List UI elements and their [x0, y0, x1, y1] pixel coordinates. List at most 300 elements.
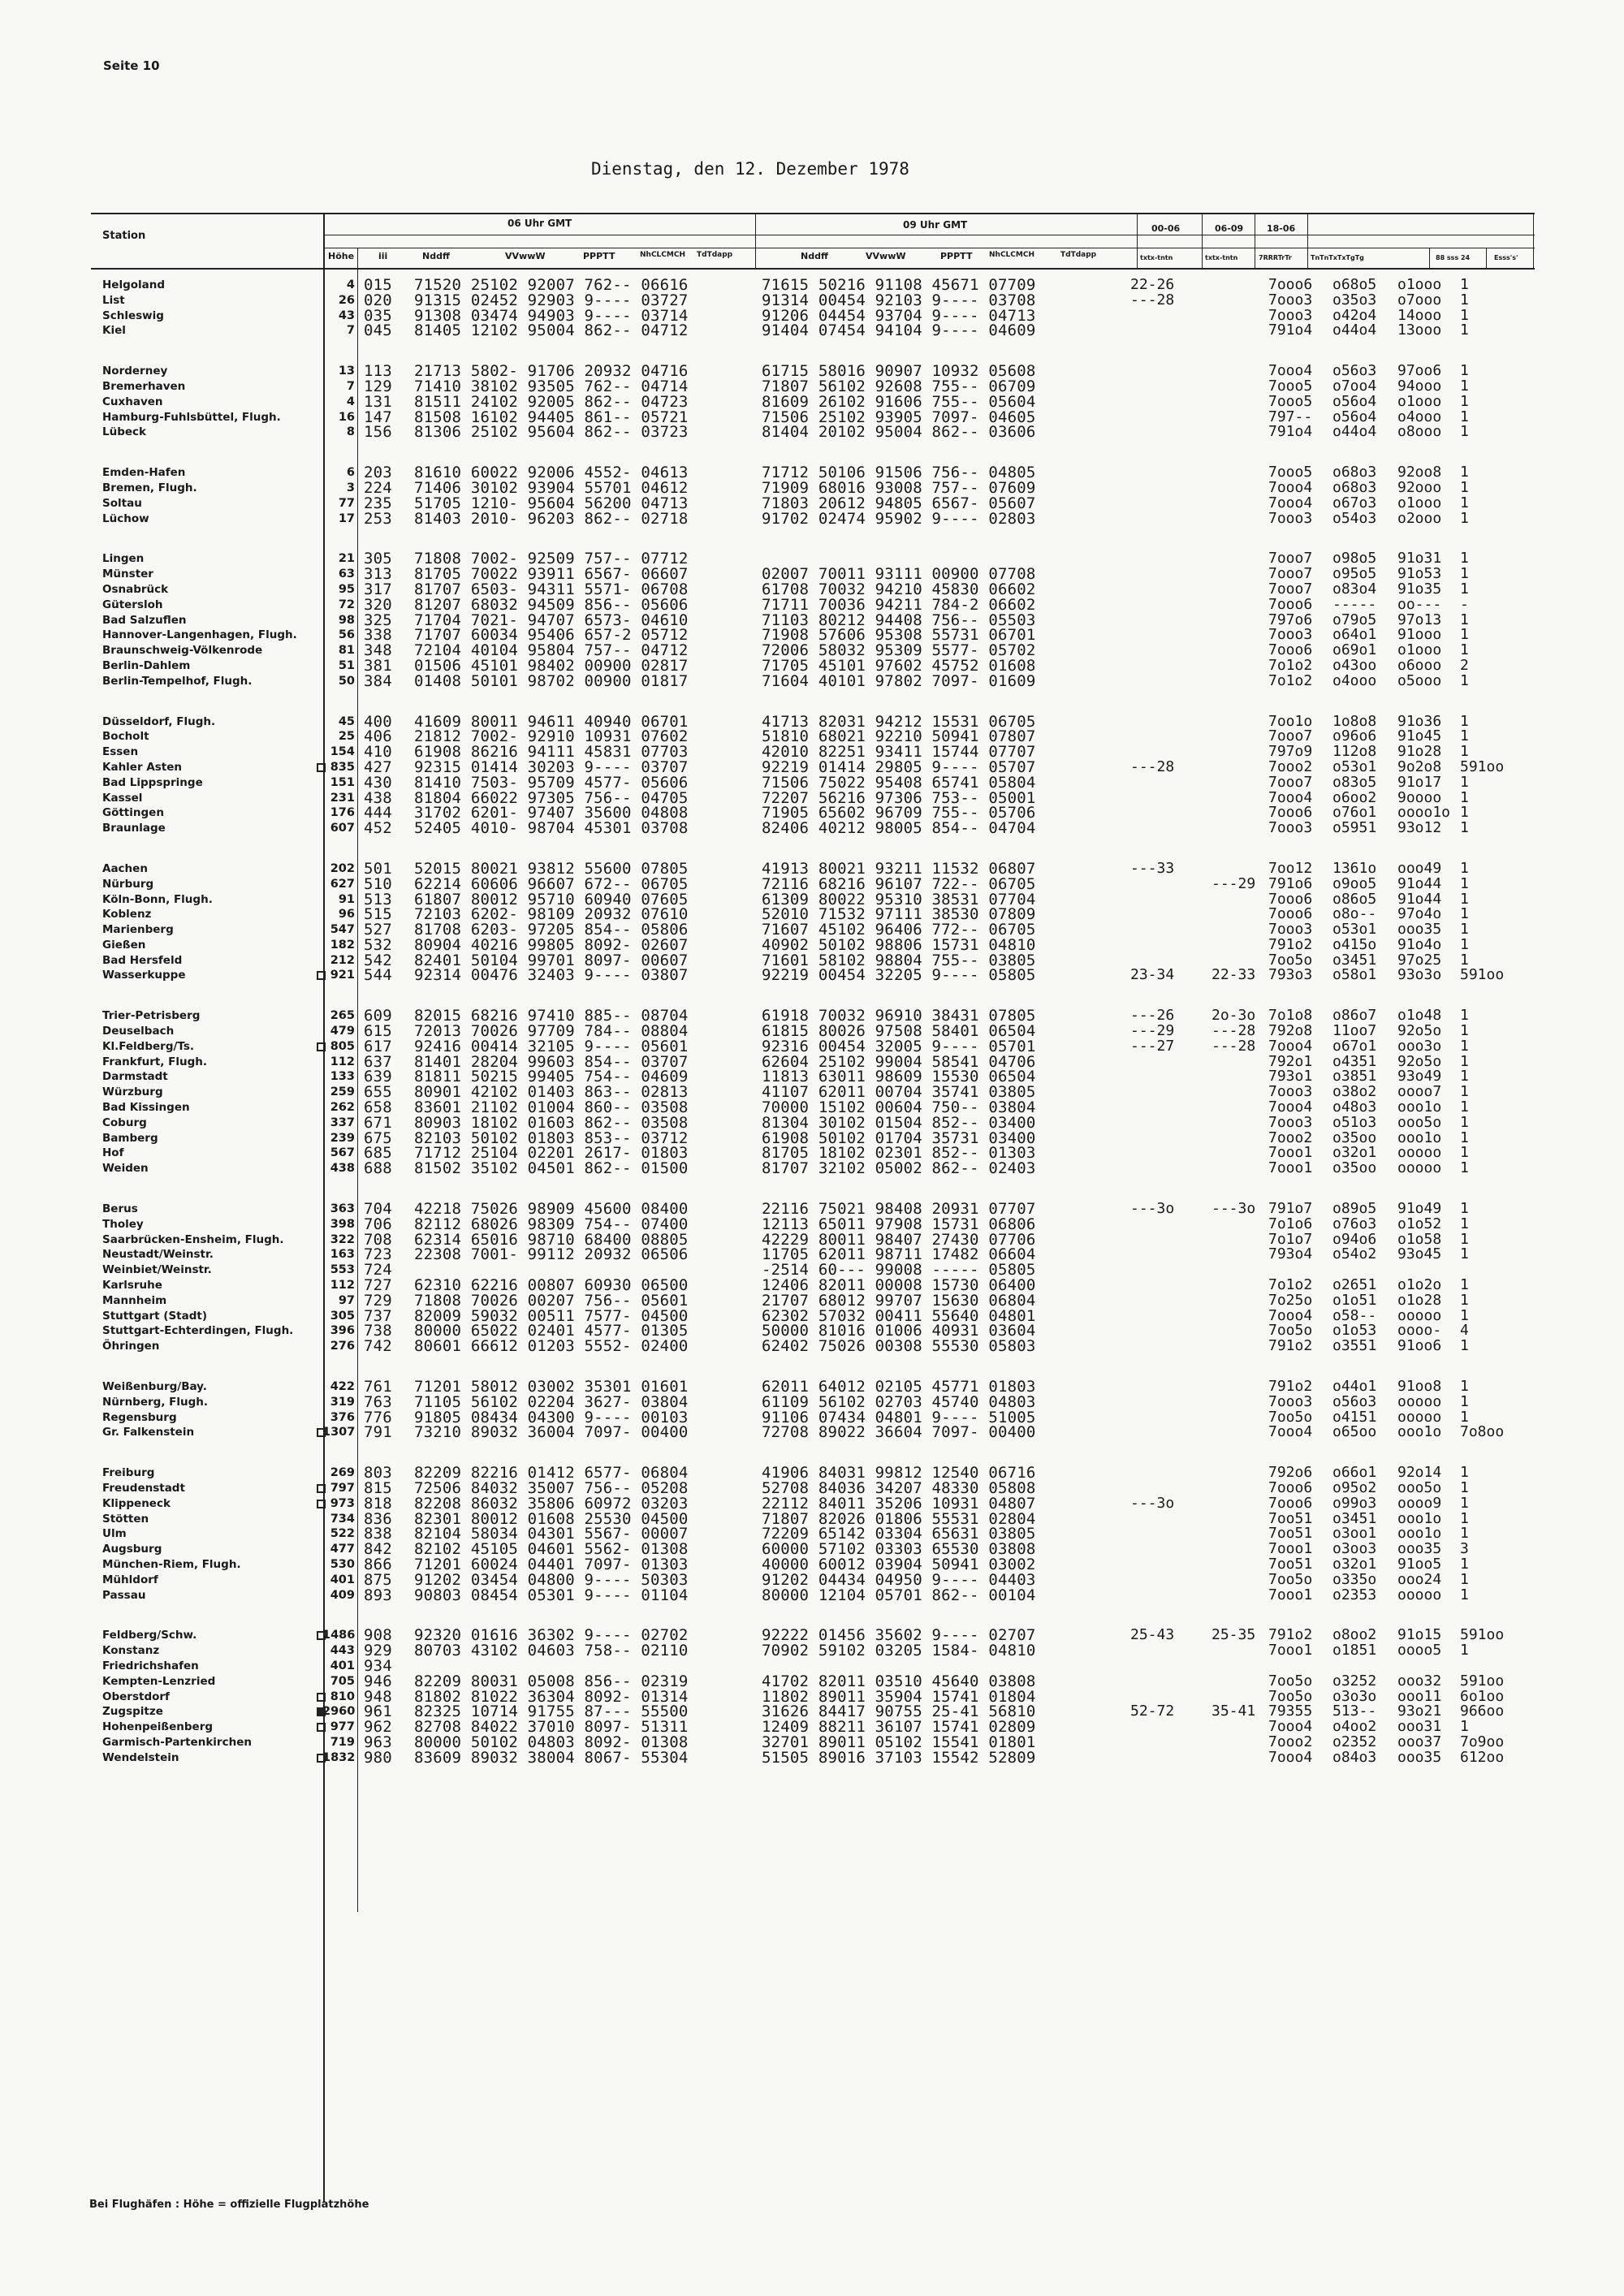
code-sun: o5ooo — [1397, 671, 1442, 689]
iii: 688 — [364, 1159, 392, 1178]
obs-06: 71808 70026 00207 756-- 05601 — [414, 1291, 689, 1310]
station-row — [91, 1735, 1585, 1750]
station-row — [91, 775, 1585, 791]
code-18-06: 7oo51 — [1268, 1555, 1313, 1573]
obs-06: 81508 16102 94405 861-- 05721 — [414, 408, 689, 426]
code-e: 1 — [1460, 935, 1469, 953]
obs-09: 71607 45102 96406 772-- 06705 — [762, 921, 1036, 939]
code-sun: oooo9 — [1397, 1494, 1442, 1512]
code-tmax: o94o6 — [1332, 1230, 1377, 1248]
obs-09: 71604 40101 97802 7097- 01609 — [762, 671, 1036, 690]
obs-06: 73210 89032 36004 7097- 00400 — [414, 1423, 689, 1442]
station-name: Darmstadt — [102, 1070, 168, 1084]
obs-09: 71506 25102 93905 7097- 04605 — [762, 408, 1036, 426]
code-tmax: o6oo2 — [1332, 788, 1377, 806]
code-18-06: 7ooo4 — [1268, 362, 1313, 380]
height: 45 — [338, 714, 355, 728]
height: 154 — [330, 745, 355, 759]
height: 977 — [330, 1720, 355, 1734]
code-18-06: 7ooo4 — [1268, 494, 1313, 511]
iii: 609 — [364, 1007, 392, 1025]
station-name: Lingen — [102, 552, 145, 566]
iii: 501 — [364, 859, 392, 878]
obs-09: 92222 01456 35602 9---- 02707 — [762, 1626, 1036, 1645]
station-table — [91, 278, 1585, 1791]
code-18-06: 7ooo6 — [1268, 1494, 1313, 1512]
code-e: 1 — [1460, 1098, 1469, 1116]
code-18-06: 7o1o6 — [1268, 1215, 1313, 1232]
header-top-rule — [91, 213, 1535, 214]
code-tmax: o3oo1 — [1332, 1525, 1377, 1543]
height: 1832 — [322, 1750, 356, 1764]
code-e: 1 — [1460, 1200, 1469, 1218]
height: 835 — [330, 760, 355, 774]
code-18-06: 7oo5o — [1268, 1322, 1313, 1340]
iii: 348 — [364, 641, 392, 660]
iii: 532 — [364, 935, 392, 954]
obs-06: 90803 08454 05301 9---- 01104 — [414, 1586, 689, 1604]
code-sun: 91o53 — [1397, 565, 1442, 583]
station-name: Würzburg — [102, 1085, 163, 1099]
height: 91 — [338, 892, 355, 906]
period-00-06: ---27 — [1130, 1037, 1175, 1055]
obs-06: 81708 6203- 97205 854-- 05806 — [414, 921, 689, 939]
code-sun: 91o31 — [1397, 550, 1442, 568]
header-height: Höhe — [328, 251, 355, 261]
iii: 803 — [364, 1464, 392, 1482]
iii: 655 — [364, 1083, 392, 1102]
station-row — [91, 1656, 1585, 1675]
code-tmax: o8o-- — [1332, 905, 1377, 923]
height: 2960 — [322, 1705, 356, 1719]
obs-06: 81401 28204 99603 854-- 03707 — [414, 1052, 689, 1071]
period-00-06: ---28 — [1130, 757, 1175, 775]
obs-06: 81410 7503- 95709 4577- 05606 — [414, 773, 689, 792]
code-sun: o1ooo — [1397, 641, 1442, 659]
obs-06: 52405 4010- 98704 45301 03708 — [414, 819, 689, 838]
obs-06: 83601 21102 01004 860-- 03508 — [414, 1098, 689, 1117]
station-name: Gr. Falkenstein — [102, 1426, 195, 1439]
code-sun: ooo35 — [1397, 921, 1442, 939]
station-row — [91, 1161, 1585, 1176]
obs-09: 52708 84036 34207 48330 05808 — [762, 1479, 1036, 1497]
header-nddff-09: Nddff — [801, 251, 828, 261]
obs-06: 71105 56102 02204 3627- 03804 — [414, 1392, 689, 1411]
code-tmax: ----- — [1332, 595, 1377, 613]
code-18-06: 7ooo4 — [1268, 788, 1313, 806]
code-18-06: 792o8 — [1268, 1022, 1313, 1040]
code-e: 1 — [1460, 1408, 1469, 1426]
header-nddff-06: Nddff — [422, 251, 450, 261]
col-tmax-rule — [1429, 248, 1430, 270]
code-sun: ooooo — [1397, 1159, 1442, 1177]
station-row — [91, 1379, 1585, 1395]
station-header: Station — [102, 230, 146, 242]
height: 479 — [330, 1025, 355, 1038]
iii: 637 — [364, 1052, 392, 1071]
station-name: Hof — [102, 1146, 124, 1160]
obs-09: -2514 60--- 99008 ----- 05805 — [762, 1261, 1036, 1280]
code-18-06: 7ooo6 — [1268, 804, 1313, 822]
code-18-06: 791o2 — [1268, 1378, 1313, 1396]
header-e: Esss's' — [1494, 254, 1518, 261]
obs-06: 81502 35102 04501 862-- 01500 — [414, 1159, 689, 1178]
code-sun: oooo5 — [1397, 1642, 1442, 1659]
obs-09: 61109 56102 02703 45740 04803 — [762, 1392, 1036, 1411]
code-sun: 91o4o — [1397, 935, 1442, 953]
obs-06: 21713 5802- 91706 20932 04716 — [414, 362, 689, 381]
obs-06: 82112 68026 98309 754-- 07400 — [414, 1215, 689, 1233]
code-tmax: o79o5 — [1332, 611, 1377, 628]
obs-06: 81707 6503- 94311 5571- 06708 — [414, 580, 689, 598]
station-name: Norderney — [102, 365, 168, 378]
code-sun: 93o21 — [1397, 1703, 1442, 1720]
iii: 866 — [364, 1555, 392, 1573]
header-bottom-rule — [91, 268, 1535, 270]
code-tmax: o84o3 — [1332, 1748, 1377, 1766]
iii: 224 — [364, 478, 392, 497]
code-e: 7o8oo — [1460, 1423, 1505, 1441]
station-name: Regensburg — [102, 1410, 177, 1424]
height: 17 — [338, 511, 355, 525]
obs-09: 72708 89022 36604 7097- 00400 — [762, 1423, 1036, 1442]
station-row — [91, 379, 1585, 395]
height: 810 — [330, 1690, 355, 1703]
obs-06: 71520 25102 92007 762-- 06616 — [414, 276, 689, 294]
iii: 452 — [364, 819, 392, 838]
code-18-06: 7ooo7 — [1268, 773, 1313, 791]
code-sun: ooo35 — [1397, 1540, 1442, 1558]
code-18-06: 7ooo1 — [1268, 1159, 1313, 1177]
obs-06: 81802 81022 36304 8092- 01314 — [414, 1687, 689, 1706]
station-name: Hannover-Langenhagen, Flugh. — [102, 628, 297, 642]
code-sun: 93o3o — [1397, 966, 1442, 984]
obs-09: 12113 65011 97908 15731 06806 — [762, 1215, 1036, 1233]
code-e: 3 — [1460, 1540, 1469, 1558]
code-tmax: o1o51 — [1332, 1291, 1377, 1309]
height: 163 — [330, 1248, 355, 1262]
obs-09: 82406 40212 98005 854-- 04704 — [762, 819, 1036, 838]
code-e: 1 — [1460, 550, 1469, 568]
obs-06: 82209 82216 01412 6577- 06804 — [414, 1464, 689, 1482]
code-18-06: 7ooo5 — [1268, 392, 1313, 410]
code-tmax: o68o3 — [1332, 478, 1377, 496]
iii: 438 — [364, 788, 392, 807]
code-e: 1 — [1460, 611, 1469, 628]
code-tmax: o3451 — [1332, 951, 1377, 969]
iii: 836 — [364, 1509, 392, 1528]
code-18-06: 7oo51 — [1268, 1509, 1313, 1527]
obs-06: 81306 25102 95604 862-- 03723 — [414, 423, 689, 442]
code-tmax: o96o6 — [1332, 727, 1377, 745]
obs-09: 60000 57102 03303 65530 03808 — [762, 1540, 1036, 1559]
station-name: Stuttgart-Echterdingen, Flugh. — [102, 1324, 294, 1338]
code-18-06: 7oo51 — [1268, 1525, 1313, 1543]
code-18-06: 7ooo6 — [1268, 641, 1313, 659]
height: 50 — [338, 674, 355, 688]
code-e: 1 — [1460, 626, 1469, 644]
code-sun: 91o44 — [1397, 890, 1442, 908]
height: 705 — [330, 1674, 355, 1688]
code-e: 1 — [1460, 1291, 1469, 1309]
obs-09: 72116 68216 96107 722-- 06705 — [762, 874, 1036, 893]
code-sun: o1ooo — [1397, 276, 1442, 293]
height: 176 — [330, 806, 355, 820]
station-row — [91, 1557, 1585, 1573]
station-name: Gießen — [102, 938, 146, 952]
station-name: Augsburg — [102, 1543, 162, 1556]
obs-09: 92219 00454 32205 9---- 05805 — [762, 966, 1036, 985]
code-e: 1 — [1460, 951, 1469, 969]
code-18-06: 7o1o2 — [1268, 656, 1313, 674]
obs-09: 71615 50216 91108 45671 07709 — [762, 276, 1036, 294]
station-row — [91, 425, 1585, 440]
code-sun: 92ooo — [1397, 478, 1442, 496]
code-sun: 91o17 — [1397, 773, 1442, 791]
obs-06: 71712 25104 02201 2617- 01803 — [414, 1144, 689, 1163]
code-e: 1 — [1460, 1052, 1469, 1070]
station-name: Tholey — [102, 1217, 144, 1231]
code-sun: 91oo6 — [1397, 1337, 1442, 1355]
height: 212 — [330, 953, 355, 967]
station-name: Emden-Hafen — [102, 466, 186, 480]
obs-06: 81705 70022 93911 6567- 06607 — [414, 565, 689, 584]
iii: 818 — [364, 1494, 392, 1513]
obs-06: 81511 24102 92005 862-- 04723 — [414, 392, 689, 411]
obs-09: 72207 56216 97306 753-- 05001 — [762, 788, 1036, 807]
iii: 946 — [364, 1672, 392, 1690]
iii: 685 — [364, 1144, 392, 1163]
station-group — [91, 1008, 1585, 1176]
code-sun: o1o48 — [1397, 1007, 1442, 1025]
code-sun: 9oooo — [1397, 788, 1442, 806]
obs-09: 91206 04454 93704 9---- 04713 — [762, 306, 1036, 325]
iii: 515 — [364, 905, 392, 924]
obs-06: 62310 62216 00807 60930 06500 — [414, 1276, 689, 1295]
height: 21 — [338, 552, 355, 566]
obs-06: 22308 7001- 99112 20932 06506 — [414, 1245, 689, 1264]
code-sun: 91o28 — [1397, 743, 1442, 761]
iii: 842 — [364, 1540, 392, 1559]
station-group — [91, 1465, 1585, 1603]
station-row — [91, 278, 1585, 293]
code-sun: 93o45 — [1397, 1245, 1442, 1263]
code-e: 1 — [1460, 859, 1469, 877]
code-18-06: 7ooo1 — [1268, 1586, 1313, 1603]
station-name: Berlin-Dahlem — [102, 658, 191, 672]
code-sun: ooo49 — [1397, 859, 1442, 877]
code-e: 1 — [1460, 788, 1469, 806]
code-e: 1 — [1460, 773, 1469, 791]
block06-end-rule — [755, 213, 756, 270]
code-18-06: 7ooo7 — [1268, 727, 1313, 745]
iii: 305 — [364, 550, 392, 568]
code-18-06: 7ooo1 — [1268, 1540, 1313, 1558]
iii: 410 — [364, 743, 392, 762]
station-row — [91, 1750, 1585, 1766]
station-name: Karlsruhe — [102, 1279, 162, 1293]
station-name: Nürnberg, Flugh. — [102, 1395, 209, 1409]
station-name: Bremen, Flugh. — [102, 481, 197, 494]
code-e: 1 — [1460, 509, 1469, 527]
obs-09: 71601 58102 98804 755-- 03805 — [762, 951, 1036, 969]
obs-09: 11813 63011 98609 15530 06504 — [762, 1068, 1036, 1086]
station-name: Aachen — [102, 861, 148, 875]
height: 305 — [330, 1309, 355, 1323]
iii: 384 — [364, 671, 392, 690]
code-tmax: o35oo — [1332, 1159, 1377, 1177]
header-tmax: TnTnTxTxTgTg — [1311, 254, 1364, 261]
code-sun: 92o5o — [1397, 1022, 1442, 1040]
code-e: 966oo — [1460, 1703, 1505, 1720]
code-sun: o2ooo — [1397, 509, 1442, 527]
obs-09: 62402 75026 00308 55530 05803 — [762, 1337, 1036, 1356]
iii: 527 — [364, 921, 392, 939]
code-tmax: o335o — [1332, 1570, 1377, 1588]
code-e: 2 — [1460, 656, 1469, 674]
height: 96 — [338, 908, 355, 921]
code-18-06: 791o2 — [1268, 1337, 1313, 1355]
code-sun: 91o45 — [1397, 727, 1442, 745]
code-e: 1 — [1460, 1215, 1469, 1232]
station-name: Garmisch-Partenkirchen — [102, 1735, 252, 1749]
code-sun: o1o58 — [1397, 1230, 1442, 1248]
station-row — [91, 1392, 1585, 1411]
height: 1486 — [322, 1629, 356, 1642]
obs-09: 71711 70036 94211 784-2 06602 — [762, 595, 1036, 614]
station-name: Kahler Asten — [102, 760, 183, 774]
station-row — [91, 1039, 1585, 1055]
height: 921 — [330, 969, 355, 982]
code-sun: 92o14 — [1397, 1464, 1442, 1482]
height: 805 — [330, 1039, 355, 1053]
code-e: 1 — [1460, 1555, 1469, 1573]
station-name: Schleswig — [102, 309, 164, 322]
height: 276 — [330, 1340, 355, 1353]
obs-06: 82208 86032 35806 60972 03203 — [414, 1494, 689, 1513]
header-period-06-09: 06-09 — [1215, 223, 1244, 234]
code-sun: 13ooo — [1397, 322, 1442, 339]
code-tmax: o3252 — [1332, 1672, 1377, 1690]
obs-09: 51505 89016 37103 15542 52809 — [762, 1748, 1036, 1767]
obs-09: 62302 57032 00411 55640 04801 — [762, 1306, 1036, 1325]
obs-06: 82009 59032 00511 7577- 04500 — [414, 1306, 689, 1325]
iii: 617 — [364, 1037, 392, 1055]
station-name: Wendelstein — [102, 1750, 179, 1764]
code-sun: ooo35 — [1397, 1748, 1442, 1766]
code-e: 1 — [1460, 276, 1469, 293]
code-sun: ooo1o — [1397, 1423, 1442, 1441]
obs-09: 80000 12104 05701 862-- 00104 — [762, 1586, 1036, 1604]
code-e: 1 — [1460, 1392, 1469, 1410]
period-00-06: ---26 — [1130, 1007, 1175, 1025]
height: 337 — [330, 1116, 355, 1129]
code-e: 1 — [1460, 1586, 1469, 1603]
code-18-06: 791o7 — [1268, 1200, 1313, 1218]
station-row — [91, 1339, 1585, 1354]
obs-09: 91314 00454 92103 9---- 03708 — [762, 291, 1036, 309]
obs-06: 82103 50102 01803 853-- 03712 — [414, 1129, 689, 1147]
station-name: Passau — [102, 1588, 146, 1602]
station-row — [91, 861, 1585, 877]
obs-09: 52010 71532 97111 38530 07809 — [762, 905, 1036, 924]
code-e: 1 — [1460, 1129, 1469, 1146]
iii: 427 — [364, 757, 392, 776]
iii: 147 — [364, 408, 392, 426]
obs-09: 40902 50102 98806 15731 04810 — [762, 935, 1036, 954]
obs-09: 61918 70032 96910 38431 07805 — [762, 1007, 1036, 1025]
station-row — [91, 757, 1585, 776]
height: 734 — [330, 1512, 355, 1526]
code-18-06: 7ooo3 — [1268, 1083, 1313, 1101]
iii: 513 — [364, 890, 392, 908]
code-18-06: 7ooo4 — [1268, 1037, 1313, 1055]
station-name: Bad Hersfeld — [102, 953, 183, 967]
code-tmax: o51o3 — [1332, 1113, 1377, 1131]
station-name: Feldberg/Schw. — [102, 1629, 197, 1642]
code-e: 1 — [1460, 819, 1469, 837]
station-name: Freiburg — [102, 1466, 155, 1480]
code-e: 1 — [1460, 1245, 1469, 1263]
height: 259 — [330, 1085, 355, 1099]
station-name: Coburg — [102, 1116, 147, 1129]
station-row — [91, 935, 1585, 954]
height: 13 — [338, 365, 355, 378]
code-e: 1 — [1460, 1570, 1469, 1588]
code-sun: o1ooo — [1397, 494, 1442, 511]
iii: 729 — [364, 1291, 392, 1310]
code-18-06: 7ooo5 — [1268, 464, 1313, 481]
station-group — [91, 714, 1585, 836]
code-sun: 97oo6 — [1397, 362, 1442, 380]
code-sun: 91o36 — [1397, 712, 1442, 730]
iii: 406 — [364, 727, 392, 746]
height: 77 — [338, 496, 355, 510]
period-06-09: 2o-3o — [1212, 1007, 1256, 1025]
code-tmax: o56o3 — [1332, 1392, 1377, 1410]
code-tmax: o53o1 — [1332, 757, 1377, 775]
code-tmax: o54o2 — [1332, 1245, 1377, 1263]
obs-06: 92320 01616 36302 9---- 02702 — [414, 1626, 689, 1645]
station-name: Klippeneck — [102, 1496, 171, 1510]
code-tmax: o64o1 — [1332, 626, 1377, 644]
code-e: 1 — [1460, 1718, 1469, 1736]
station-name: Wasserkuppe — [102, 969, 186, 982]
code-18-06: 7ooo7 — [1268, 565, 1313, 583]
header-period-18-06: 18-06 — [1267, 223, 1296, 234]
code-tmax: o86o5 — [1332, 890, 1377, 908]
obs-09: 71103 80212 94408 756-- 05503 — [762, 611, 1036, 629]
obs-06: 81811 50215 99405 754-- 04609 — [414, 1068, 689, 1086]
code-tmax: o9oo5 — [1332, 874, 1377, 892]
height: 401 — [330, 1573, 355, 1586]
code-tmax: o32o1 — [1332, 1555, 1377, 1573]
code-tmax: o76o1 — [1332, 804, 1377, 822]
height: 522 — [330, 1527, 355, 1541]
height: 396 — [330, 1324, 355, 1338]
station-row — [91, 1674, 1585, 1690]
code-tmax: o48o3 — [1332, 1098, 1377, 1116]
station-group — [91, 861, 1585, 983]
obs-06: 72013 70026 97709 784-- 08804 — [414, 1022, 689, 1041]
code-e: 1 — [1460, 921, 1469, 939]
station-name: Bad Salzuflen — [102, 613, 187, 627]
iii: 675 — [364, 1129, 392, 1147]
col-ss-rule — [1486, 248, 1487, 270]
obs-09: 02007 70011 93111 00900 07708 — [762, 565, 1036, 584]
code-18-06: 793o1 — [1268, 1068, 1313, 1085]
iii: 706 — [364, 1215, 392, 1233]
